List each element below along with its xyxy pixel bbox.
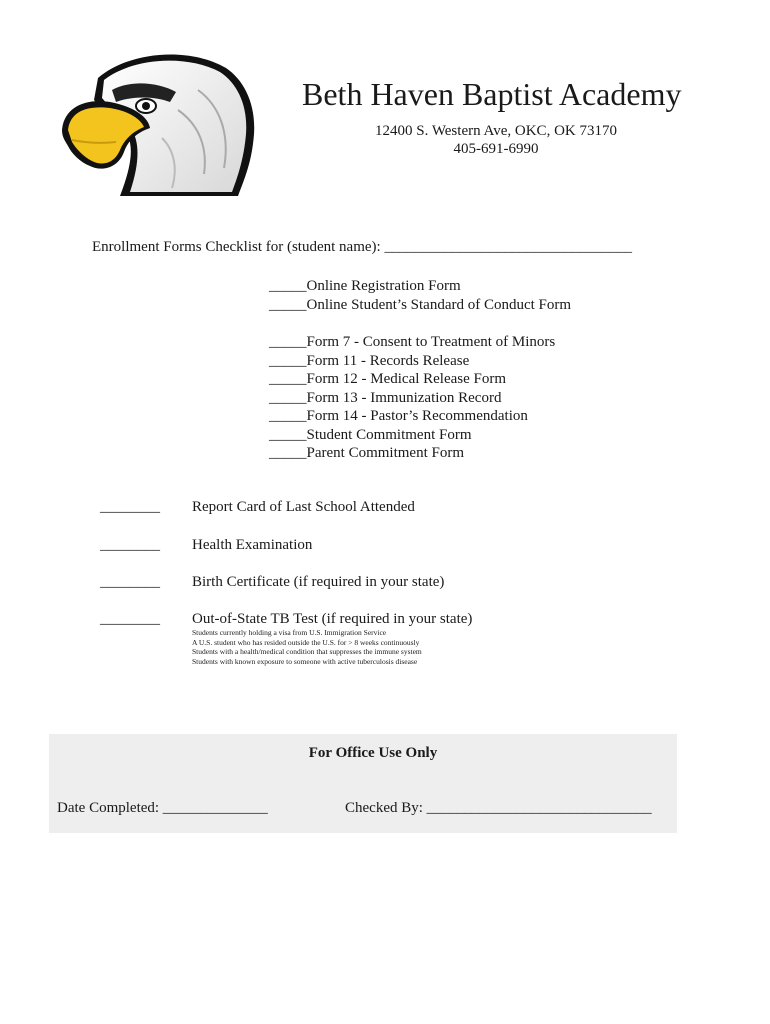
requirement-blank: ________ — [100, 574, 160, 590]
requirement-row — [100, 574, 444, 591]
checklist-title: Enrollment Forms Checklist for (student name): _________________________________ — [92, 239, 632, 255]
requirement-blank: ________ — [100, 537, 160, 553]
office-use-box — [49, 734, 677, 833]
requirement-blank: ________ — [100, 499, 160, 515]
form-item: _____Online Student’s Standard of Conduct Form — [269, 296, 572, 313]
form-item: _____Form 11 - Records Release — [269, 352, 470, 369]
requirement-row — [100, 611, 472, 628]
phone-number: 405-691-6990 — [453, 141, 539, 157]
eagle-head-logo-icon — [58, 50, 258, 196]
requirement-label: Birth Certificate (if required in your state) — [192, 574, 445, 590]
note-line: Students currently holding a visa from U.S. Immigration Service — [192, 628, 387, 637]
note-line: A U.S. student who has resided outside the U.S. for > 8 weeks continuously — [192, 637, 420, 647]
paper-forms-list — [269, 333, 555, 463]
requirement-row — [100, 499, 415, 516]
form-item: _____Online Registration Form — [269, 278, 461, 294]
requirement-label: Report Card of Last School Attended — [192, 499, 415, 515]
form-item: _____Form 12 - Medical Release Form — [269, 371, 507, 387]
office-use-title: For Office Use Only — [308, 745, 438, 761]
requirement-label: Out-of-State TB Test (if required in your state) — [192, 611, 473, 627]
date-completed-field: Date Completed: ______________ — [57, 800, 268, 816]
form-item: _____Form 13 - Immunization Record — [269, 389, 502, 406]
school-address — [300, 122, 692, 158]
requirement-blank: ________ — [100, 611, 160, 627]
address-line: 12400 S. Western Ave, OKC, OK 73170 — [375, 123, 617, 139]
note-line: Students with a health/medical condition that suppresses the immune system — [192, 647, 422, 656]
form-item: _____Parent Commitment Form — [269, 445, 464, 461]
requirement-label: Health Examination — [192, 537, 313, 553]
online-forms-list — [269, 277, 571, 314]
form-item: _____Form 7 - Consent to Treatment of Minors — [269, 334, 556, 350]
checked-by-field: Checked By: ______________________________ — [345, 800, 652, 816]
form-item: _____Student Commitment Form — [269, 426, 472, 443]
form-item: _____Form 14 - Pastor’s Recommendation — [269, 408, 528, 424]
school-logo — [58, 50, 258, 196]
tb-test-notes — [192, 628, 422, 666]
note-line: Students with known exposure to someone with active tuberculosis disease — [192, 656, 418, 666]
school-name: Beth Haven Baptist Academy — [302, 76, 682, 112]
requirement-row — [100, 537, 312, 554]
